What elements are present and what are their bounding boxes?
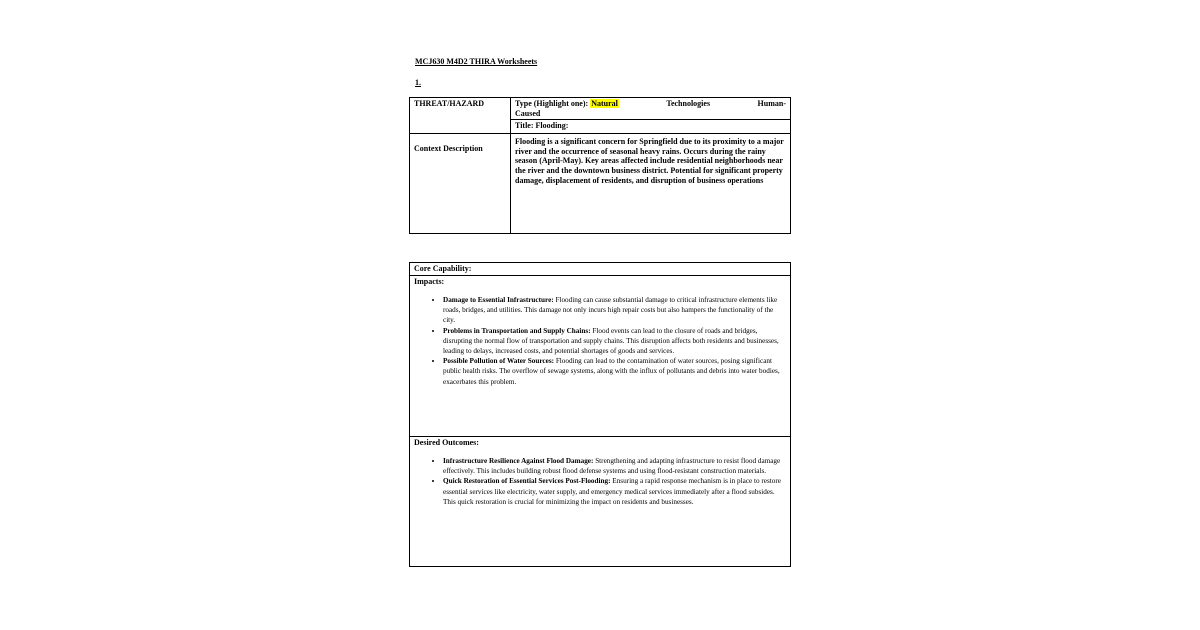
list-item: • Possible Pollution of Water Sources: Flooding can lead to the contamination of water sources, posing significant public health risks. The overflow of sewage systems, along with the influx of pollutants and debris into water bodies, exacerbates this problem. (443, 356, 786, 387)
type-label: Type (Highlight one): (515, 99, 589, 108)
context-description-label: Context Description (410, 134, 511, 234)
section-number: 1. (415, 78, 421, 87)
impacts-cell (410, 276, 791, 437)
core-capability-table (409, 262, 791, 567)
type-option-human: Human- (757, 99, 786, 108)
type-label-group (515, 99, 619, 109)
impacts-list (414, 295, 786, 387)
type-option-human-continued: Caused (515, 108, 541, 118)
list-item: • Problems in Transportation and Supply Chains: Flood events can lead to the closure of roads and bridges, disrupting the normal flow of transportation and supply chains. This disruption affects both residents and businesses, leading to delays, increased costs, and potential shortages of goods and services. (443, 326, 786, 357)
threat-hazard-label: THREAT/HAZARD (410, 98, 511, 134)
outcomes-list (414, 456, 786, 507)
document-title: MCJ630 M4D2 THIRA Worksheets (415, 57, 538, 66)
desired-outcomes-label: Desired Outcomes: (414, 438, 479, 447)
impacts-label: Impacts: (414, 277, 445, 286)
type-option-natural: Natural (591, 99, 618, 108)
context-description-text: Flooding is a significant concern for Springfield due to its proximity to a major river and the occurrence of seasonal heavy rains. Occurs during the rainy season (April-May). Key areas affected include residential neighborhoods near the river and the downtown business district. Potential for significant property damage, displacement of residents, and disruption of business operations (511, 134, 791, 234)
type-option-technologies: Technologies (666, 99, 711, 108)
type-cell (511, 98, 791, 120)
threat-hazard-table (409, 97, 791, 234)
desired-outcomes-cell (410, 437, 791, 567)
core-capability-label: Core Capability: (410, 263, 791, 276)
list-item: • Infrastructure Resilience Against Flood Damage: Strengthening and adapting infrastructure to resist flood damage effectively. This includes building robust flood defense systems and using flood-resistant construction materials. (443, 456, 786, 476)
list-item: • Quick Restoration of Essential Services Post-Flooding: Ensuring a rapid response mechanism is in place to restore essential services like electricity, water supply, and emergency medical services immediately after a flood subsides. This quick restoration is crucial for minimizing the impact on residents and businesses. (443, 476, 786, 507)
list-item: • Damage to Essential Infrastructure: Flooding can cause substantial damage to critical infrastructure elements like roads, bridges, and utilities. This damage not only incurs high repair costs but also hampers the functionality of the city. (443, 295, 786, 326)
hazard-title: Title: Flooding: (511, 120, 791, 134)
